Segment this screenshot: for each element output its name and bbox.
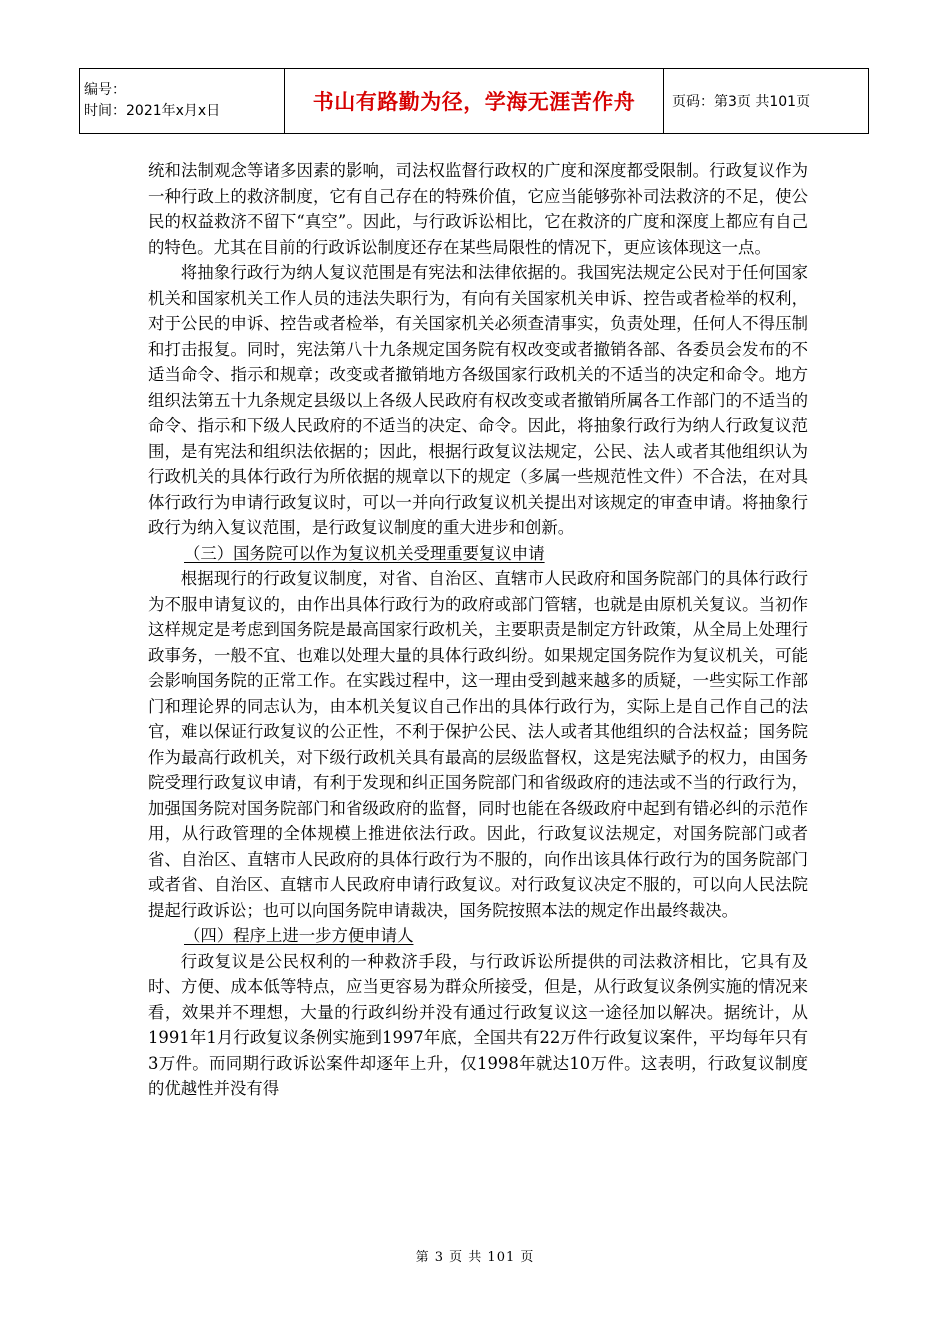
document-body [148, 158, 808, 1102]
paragraph: 行政复议是公民权利的一种救济手段，与行政诉讼所提供的司法救济相比，它具有及时、方便、成本低等特点，应当更容易为群众所接受，但是，从行政复议条例实施的情况来看，效果并不理想，大量的行政纠纷并没有通过行政复议这一途径加以解决。据统计，从1991年1月行政复议条例实施到1997年底，全国共有22万件行政复议案件，平均每年只有3万件。而同期行政诉讼案件却逐年上升，仅1998年就达10万件。这表明，行政复议制度的优越性并没有得 [148, 951, 808, 1098]
header-motto: 书山有路勤为径，学海无涯苦作舟 [312, 90, 636, 114]
document-number-label: 编号： [84, 82, 126, 98]
page-footer: 第 3 页 共 101 页 [415, 1250, 535, 1265]
page-header-table [79, 68, 869, 134]
paragraph-continuation: 统和法制观念等诸多因素的影响，司法权监督行政权的广度和深度都受限制。行政复议作为一种行政上的救济制度，它有自己存在的特殊价值，它应当能够弥补司法救济的不足，使公民的权益救济不留下“真空”。因此，与行政诉讼相比，它在救济的广度和深度上都应有自己的特色。尤其在目前的行政诉讼制度还存在某些局限性的情况下，更应该体现这一点。 [148, 161, 808, 257]
header-motto-cell [285, 69, 664, 134]
document-date-label: 时间：2021年x月x日 [84, 103, 221, 119]
section-heading-4: （四）程序上进一步方便申请人 [184, 926, 414, 945]
paragraph: 将抽象行政行为纳人复议范围是有宪法和法律依据的。我国宪法规定公民对于任何国家机关和国家机关工作人员的违法失职行为，有向有关国家机关申诉、控告或者检举的权利，对于公民的申诉、控告或者检举，有关国家机关必须查清事实，负责处理，任何人不得压制和打击报复。同时，宪法第八十九条规定国务院有权改变或者撤销各部、各委员会发布的不适当命令、指示和规章；改变或者撤销地方各级国家行政机关的不适当的决定和命令。地方组织法第五十九条规定县级以上各级人民政府有权改变或者撤销所属各工作部门的不适当的命令、指示和下级人民政府的不适当的决定、命令。因此，将抽象行政行为纳人行政复议范围，是有宪法和组织法依据的；因此，根据行政复议法规定，公民、法人或者其他组织认为行政机关的具体行政行为所依据的规章以下的规定（多属一些规范性文件）不合法，在对具体行政行为申请行政复议时，可以一并向行政复议机关提出对该规定的审查申请。将抽象行政行为纳入复议范围，是行政复议制度的重大进步和创新。 [148, 263, 808, 537]
section-heading-3: （三）国务院可以作为复议机关受理重要复议申请 [184, 543, 545, 563]
header-page-info: 页码：第3页 共101页 [664, 69, 869, 134]
header-meta-cell [80, 69, 285, 134]
paragraph: 根据现行的行政复议制度，对省、自治区、直辖市人民政府和国务院部门的具体行政行为不服申请复议的，由作出具体行政行为的政府或部门管辖，也就是由原机关复议。当初作这样规定是考虑到国务院是最高国家行政机关，主要职责是制定方针政策，从全局上处理行政事务，一般不宜、也难以处理大量的具体行政纠纷。如果规定国务院作为复议机关，可能会影响国务院的正常工作。在实践过程中，这一理由受到越来越多的质疑，一些实际工作部门和理论界的同志认为，由本机关复议自己作出的具体行政行为，实际上是自己作自己的法官，难以保证行政复议的公正性，不利于保护公民、法人或者其他组织的合法权益；国务院作为最高行政机关，对下级行政机关具有最高的层级监督权，这是宪法赋予的权力，由国务院受理行政复议申请，有利于发现和纠正国务院部门和省级政府的违法或不当的行政行为，加强国务院对国务院部门和省级政府的监督，同时也能在各级政府中起到有错必纠的示范作用，从行政管理的全体规模上推进依法行政。因此，行政复议法规定，对国务院部门或者省、自治区、直辖市人民政府的具体行政行为不服的，向作出该具体行政行为的国务院部门或者省、自治区、直辖市人民政府申请行政复议。对行政复议决定不服的，可以向人民法院提起行政诉讼；也可以向国务院申请裁决，国务院按照本法的规定作出最终裁决。 [148, 569, 808, 920]
